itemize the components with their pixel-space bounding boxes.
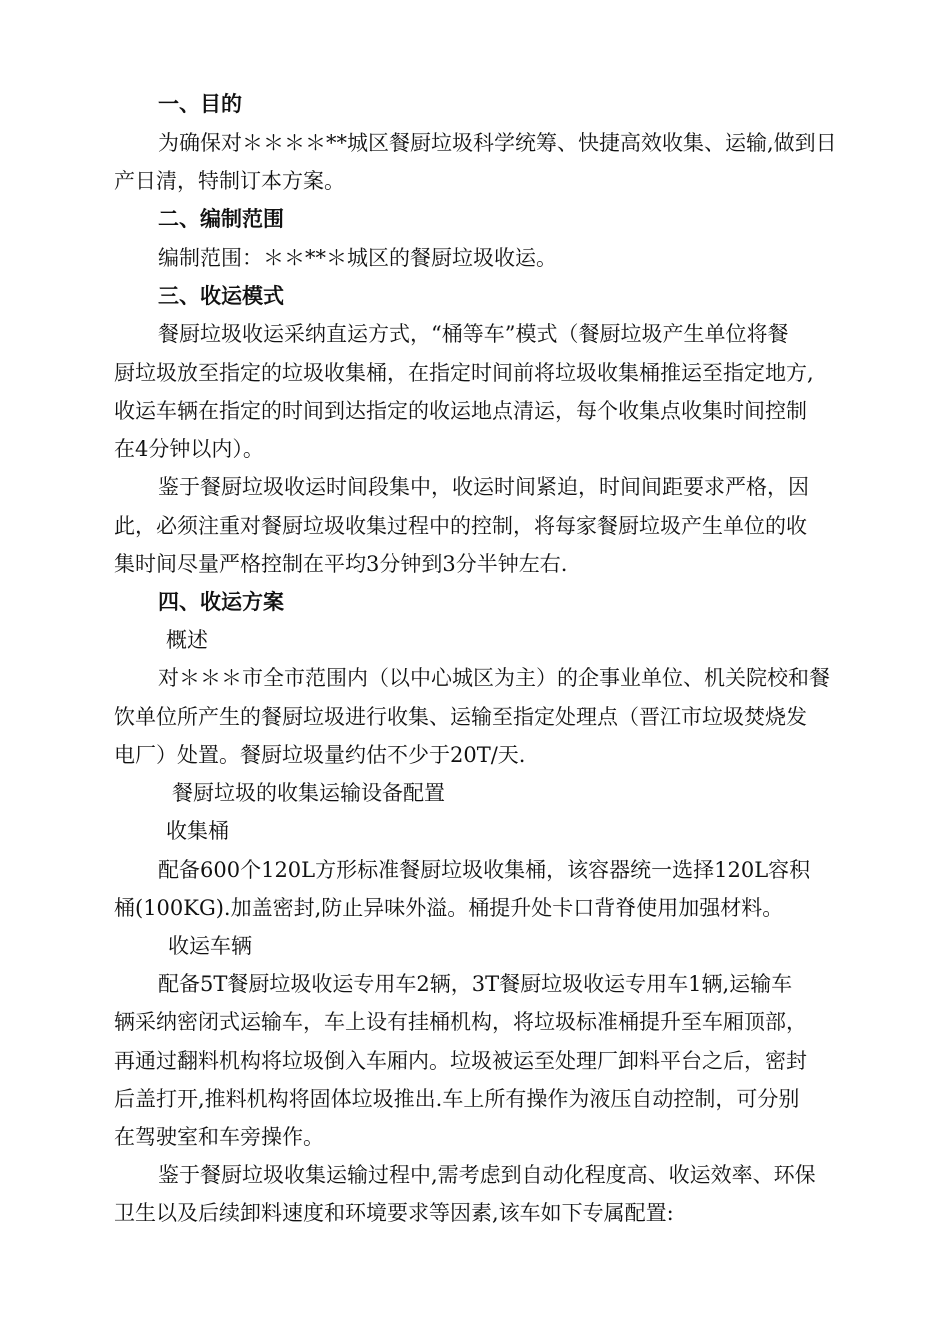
heading-collection-mode: 三、收运模式: [158, 284, 284, 308]
paragraph-line: 集时间尽量严格控制在平均3分钟到3分半钟左右.: [114, 552, 568, 576]
paragraph-line: 后盖打开,推料机构将固体垃圾推出.车上所有操作为液压自动控制，可分别: [114, 1087, 800, 1111]
paragraph-line: 为确保对＊＊＊＊**城区餐厨垃圾科学统筹、快捷高效收集、运输,做到日: [158, 131, 837, 155]
paragraph-line: 配备600个120L方形标准餐厨垃圾收集桶，该容器统一选择120L容积: [158, 858, 811, 882]
paragraph-line: 电厂）处置。餐厨垃圾量约估不少于20T/天.: [114, 743, 526, 767]
subheading-vehicles: 收运车辆: [168, 934, 252, 958]
paragraph-line: 收运车辆在指定的时间到达指定的收运地点清运，每个收集点收集时间控制: [114, 399, 807, 423]
paragraph-line: 饮单位所产生的餐厨垃圾进行收集、运输至指定处理点（晋江市垃圾焚烧发: [114, 705, 807, 729]
paragraph-line: 配备5T餐厨垃圾收运专用车2辆，3T餐厨垃圾收运专用车1辆,运输车: [158, 972, 793, 996]
paragraph-line: 在4分钟以内）。: [114, 437, 264, 461]
paragraph-line: 在驾驶室和车旁操作。: [114, 1125, 324, 1149]
paragraph-line: 桶(100KG).加盖密封,防止异味外溢。桶提升处卡口背脊使用加强材料。: [114, 896, 784, 920]
paragraph-line: 对＊＊＊市全市范围内（以中心城区为主）的企事业单位、机关院校和餐: [158, 666, 830, 690]
paragraph-line: 再通过翻料机构将垃圾倒入车厢内。垃圾被运至处理厂卸料平台之后，密封: [114, 1049, 807, 1073]
subheading-bins: 收集桶: [166, 819, 229, 843]
paragraph-line: 编制范围：＊＊**＊城区的餐厨垃圾收运。: [158, 246, 557, 270]
heading-collection-plan: 四、收运方案: [158, 590, 284, 614]
paragraph-line: 产日清，特制订本方案。: [114, 169, 345, 193]
subheading-equipment: 餐厨垃圾的收集运输设备配置: [172, 781, 445, 805]
paragraph-line: 卫生以及后续卸料速度和环境要求等因素,该车如下专属配置:: [114, 1201, 674, 1225]
paragraph-line: 辆采纳密闭式运输车，车上设有挂桶机构，将垃圾标准桶提升至车厢顶部，: [114, 1010, 807, 1034]
paragraph-line: 此，必须注重对餐厨垃圾收集过程中的控制，将每家餐厨垃圾产生单位的收: [114, 514, 807, 538]
heading-purpose: 一、目的: [158, 92, 242, 116]
subheading-overview: 概述: [166, 628, 208, 652]
heading-scope: 二、编制范围: [158, 207, 284, 231]
paragraph-line: 鉴于餐厨垃圾收运时间段集中，收运时间紧迫，时间间距要求严格，因: [158, 475, 809, 499]
paragraph-line: 鉴于餐厨垃圾收集运输过程中,需考虑到自动化程度高、收运效率、环保: [158, 1163, 816, 1187]
paragraph-line: 厨垃圾放至指定的垃圾收集桶，在指定时间前将垃圾收集桶推运至指定地方,: [114, 361, 814, 385]
paragraph-line: 餐厨垃圾收运采纳直运方式，“桶等车”模式（餐厨垃圾产生单位将餐: [158, 322, 789, 346]
